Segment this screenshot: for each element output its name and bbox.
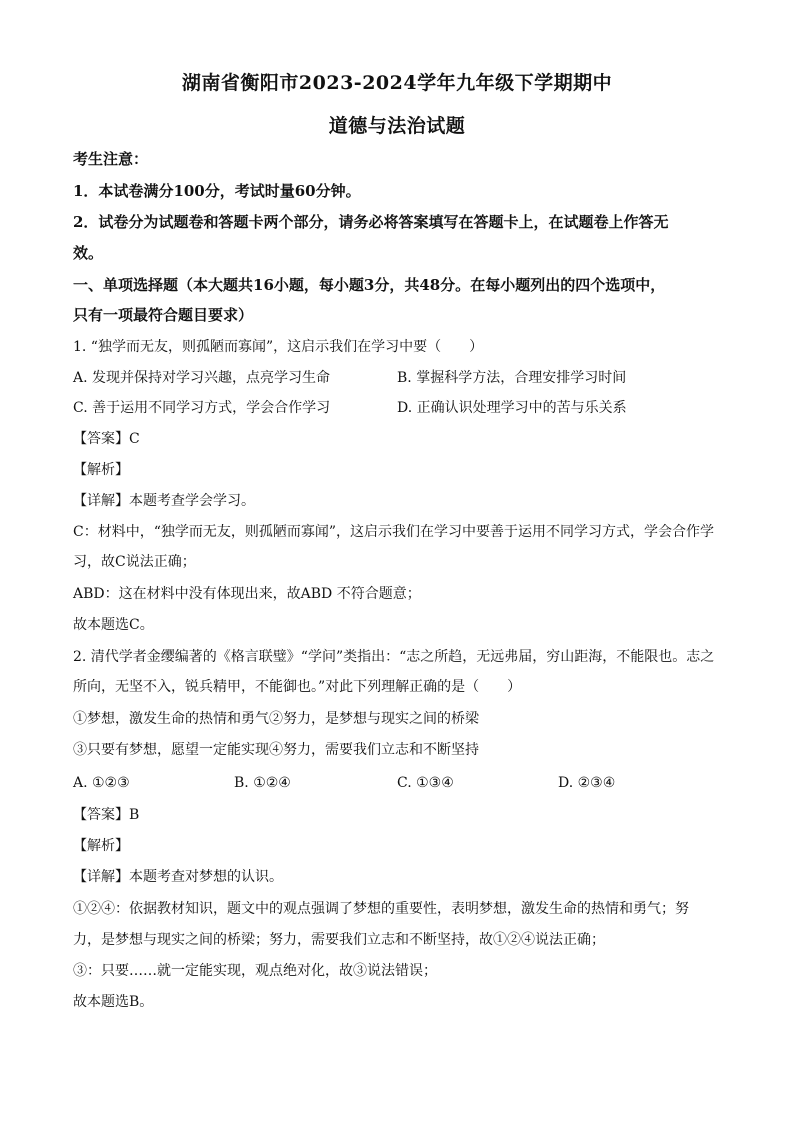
q1-option-c: C. 善于运用不同学习方式，学会合作学习 (73, 400, 331, 416)
q2-detail: 【详解】本题考查对梦想的认识。 (73, 869, 283, 885)
q2-option-b: B. ①②④ (234, 775, 291, 791)
q2-explanation-1: ①②④：依据教材知识，题文中的观点强调了梦想的重要性，表明梦想，激发生命的热情和勇气；努 (73, 901, 689, 917)
section-heading-cont: 只有一项最符合题目要求） (73, 306, 254, 324)
notice-item-2: 2．试卷分为试题卷和答题卡两个部分，请务必将答案填写在答题卡上，在试题卷上作答无 (73, 213, 669, 231)
q1-answer: 【答案】C (73, 431, 140, 447)
q2-stem: 2. 清代学者金缨编著的《格言联璧》“学问”类指出：“志之所趋，无远弗届，穷山距海，不能限也。志之 (73, 649, 715, 665)
q1-explanation-1: C：材料中，“独学而无友，则孤陋而寡闻”，这启示我们在学习中要善于运用不同学习方式，学会合作学 (73, 524, 715, 540)
q1-explanation-1-cont: 习，故C说法正确； (73, 554, 196, 570)
q1-analysis-label: 【解析】 (73, 462, 129, 478)
q2-explanation-2: ③：只要……就一定能实现，观点绝对化，故③说法错误； (73, 963, 437, 979)
q2-stem-cont: 所向，无坚不入，锐兵精甲，不能御也。”对此下列理解正确的是（ ） (73, 679, 522, 695)
q2-conclusion: 故本题选B。 (73, 994, 154, 1010)
q2-option-a: A. ①②③ (73, 775, 130, 791)
q2-analysis-label: 【解析】 (73, 838, 129, 854)
q2-explanation-1-cont: 力，是梦想与现实之间的桥梁；努力，需要我们立志和不断坚持，故①②④说法正确； (73, 932, 605, 948)
q1-option-a: A. 发现并保持对学习兴趣，点亮学习生命 (73, 370, 331, 386)
notice-item-1: 1．本试卷满分100分，考试时量60分钟。 (73, 182, 361, 200)
q1-conclusion: 故本题选C。 (73, 617, 154, 633)
notice-item-2-cont: 效。 (73, 244, 104, 262)
q2-option-c: C. ①③④ (397, 775, 454, 791)
notice-heading: 考生注意： (73, 150, 149, 168)
q2-option-d: D. ②③④ (558, 775, 616, 791)
q1-stem: 1. “独学而无友，则孤陋而寡闻”，这启示我们在学习中要（ ） (73, 339, 484, 355)
doc-title: 湖南省衡阳市2023-2024学年九年级下学期期中 (181, 72, 613, 94)
section-heading: 一、单项选择题（本大题共16小题，每小题3分，共48分。在每小题列出的四个选项中， (73, 276, 666, 294)
q1-option-d: D. 正确认识处理学习中的苦与乐关系 (397, 400, 627, 416)
q1-explanation-2: ABD：这在材料中没有体现出来，故ABD 不符合题意； (73, 586, 421, 602)
q1-detail: 【详解】本题考查学会学习。 (73, 493, 255, 509)
q2-items-2: ③只要有梦想，愿望一定能实现④努力，需要我们立志和不断坚持 (73, 742, 479, 758)
q1-option-b: B. 掌握科学方法，合理安排学习时间 (397, 370, 627, 386)
q2-answer: 【答案】B (73, 807, 140, 823)
q2-items-1: ①梦想，激发生命的热情和勇气②努力，是梦想与现实之间的桥梁 (73, 711, 479, 727)
doc-subtitle: 道德与法治试题 (328, 115, 466, 137)
